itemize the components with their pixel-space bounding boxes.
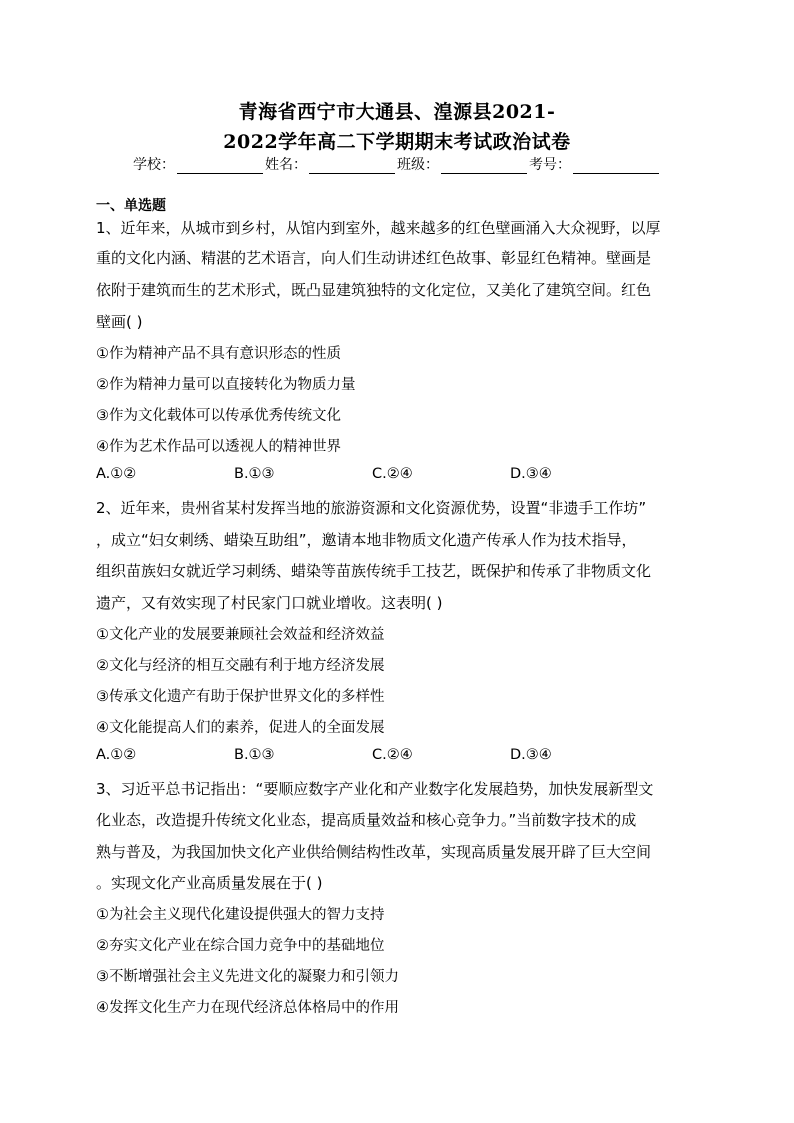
question-1-option-2: ②作为精神力量可以直接转化为物质力量 — [96, 377, 356, 393]
question-3-line-3: 熟与普及，为我国加快文化产业供给侧结构性改革，实现高质量发展开辟了巨大空间 — [96, 843, 652, 861]
question-2-line-2: ，成立“妇女刺绣、蜡染互助组”，邀请本地非物质文化遗产传承人作为技术指导， — [96, 531, 637, 549]
name-blank — [309, 158, 395, 174]
question-1-choice-c: C.②④ — [372, 466, 413, 482]
exam-title-line2: 2022学年高二下学期期末考试政治试卷 — [223, 131, 571, 153]
question-3-option-1: ①为社会主义现代化建设提供强大的智力支持 — [96, 907, 385, 923]
question-1-choice-b: B.①③ — [234, 466, 275, 482]
question-1-choice-d: D.③④ — [510, 466, 552, 482]
school-label: 学校： — [133, 157, 175, 173]
number-field — [529, 154, 659, 174]
question-3-option-3: ③不断增强社会主义先进文化的凝聚力和引领力 — [96, 969, 399, 985]
name-field — [265, 154, 395, 174]
question-2-choice-b: B.①③ — [234, 747, 275, 763]
question-2-line-3: 组织苗族妇女就近学习刺绣、蜡染等苗族传统手工技艺，既保护和传承了非物质文化 — [96, 562, 652, 580]
question-3-line-1: 3、习近平总书记指出：“要顺应数字产业化和产业数字化发展趋势，加快发展新型文 — [96, 780, 654, 798]
question-2-option-3: ③传承文化遗产有助于保护世界文化的多样性 — [96, 689, 385, 705]
school-field — [133, 154, 263, 174]
exam-title-line1: 青海省西宁市大通县、湟源县2021- — [238, 101, 556, 123]
question-3-line-2: 化业态，改造提升传统文化业态，提高质量效益和核心竞争力。”当前数字技术的成 — [96, 811, 637, 829]
question-1-choice-a: A.①② — [96, 466, 137, 482]
question-2-line-4: 遗产，又有效实现了村民家门口就业增收。这表明( ) — [96, 594, 443, 612]
name-label: 姓名： — [265, 157, 307, 173]
question-1-line-3: 依附于建筑而生的艺术形式，既凸显建筑独特的文化定位，又美化了建筑空间。红色 — [96, 281, 652, 299]
question-1-option-3: ③作为文化载体可以传承优秀传统文化 — [96, 408, 341, 424]
class-field — [397, 154, 527, 174]
class-label: 班级： — [397, 157, 439, 173]
question-2-option-2: ②文化与经济的相互交融有利于地方经济发展 — [96, 658, 385, 674]
question-2-choice-c: C.②④ — [372, 747, 413, 763]
question-3-option-4: ④发挥文化生产力在现代经济总体格局中的作用 — [96, 1000, 399, 1016]
class-blank — [441, 158, 527, 174]
question-1-line-1: 1、近年来，从城市到乡村，从馆内到室外，越来越多的红色壁画涌入大众视野，以厚 — [96, 219, 661, 237]
question-1-line-4: 壁画( ) — [96, 313, 143, 331]
question-2-choice-d: D.③④ — [510, 747, 552, 763]
question-1-option-1: ①作为精神产品不具有意识形态的性质 — [96, 346, 341, 362]
question-2-choice-a: A.①② — [96, 747, 137, 763]
question-2-option-1: ①文化产业的发展要兼顾社会效益和经济效益 — [96, 627, 385, 643]
number-blank — [573, 158, 659, 174]
question-3-line-4: 。实现文化产业高质量发展在于( ) — [96, 874, 323, 892]
question-2-option-4: ④文化能提高人们的素养，促进人的全面发展 — [96, 720, 385, 736]
number-label: 考号： — [529, 157, 571, 173]
student-info-row — [0, 154, 794, 174]
question-3-option-2: ②夯实文化产业在综合国力竞争中的基础地位 — [96, 938, 385, 954]
question-1-option-4: ④作为艺术作品可以透视人的精神世界 — [96, 439, 341, 455]
question-2-line-1: 2、近年来，贵州省某村发挥当地的旅游资源和文化资源优势，设置“非遗手工作坊” — [96, 499, 647, 517]
school-blank — [177, 158, 263, 174]
question-1-line-2: 重的文化内涵、精湛的艺术语言，向人们生动讲述红色故事、彰显红色精神。壁画是 — [96, 249, 652, 267]
section-heading: 一、单选题 — [96, 198, 166, 214]
